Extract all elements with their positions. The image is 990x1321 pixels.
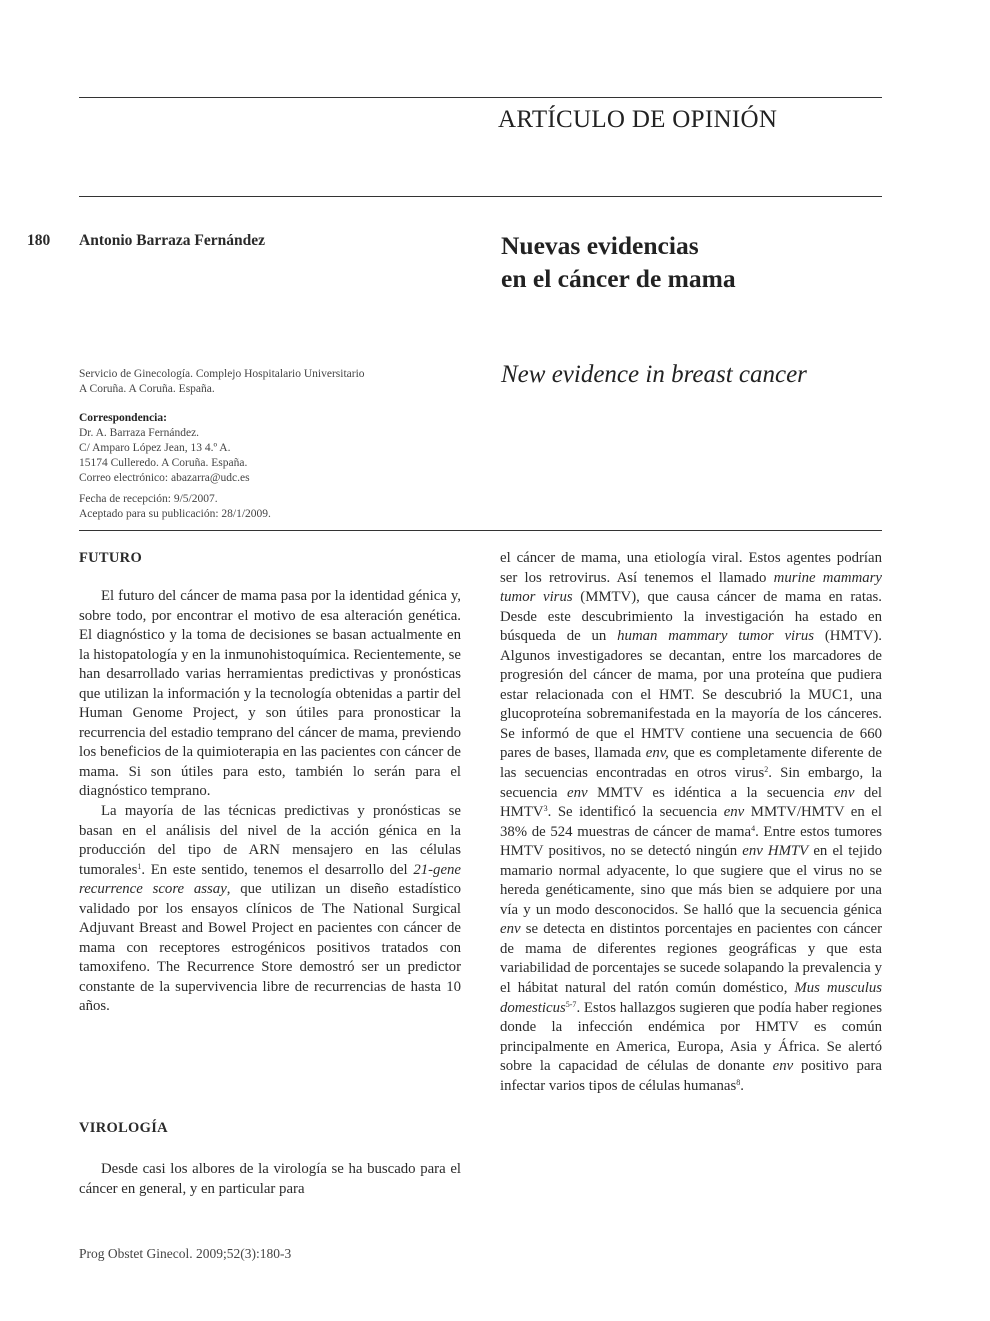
journal-citation: Prog Obstet Ginecol. 2009;52(3):180-3 bbox=[79, 1246, 292, 1261]
paragraph-virology-continued: el cáncer de mama, una etiología viral. Estos agentes podrían ser los retrovirus. Así tenemos el llamado murine mammary tumor virus (MMTV), que causa cáncer de mama en ratas. Desde este descubrimiento la investigación ha estado en búsqueda de un human mammary tumor virus (HMTV). Algunos investigadores se decantan, entre los marcadores de progresión del cáncer de mama, por una proteína que pudiera estar relacionada con el HMT. Se descubrió la MUC1, una glucoproteína sobremanifestada en la mayoría de los cánceres. Se informó de que el HMTV contiene una secuencia de 660 pares de bases, llamada env, que es completamente diferente de las secuencias encontradas en otros virus$^2$. Sin embargo, la secuencia env MMTV es idéntica a la secuencia env del HMTV$^3$. Se identificó la secuencia env MMTV/HMTV en el 38% de 524 muestras de cáncer de mama$^4$. Entre estos tumores HMTV positivos, no se detectó ningún env HMTV en el tejido mamario normal adyacente, lo que sugiere que el virus no se hereda genéticamente, sino que más bien se adquiere por una vía y un modo desconocidos. Se halló que la secuencia génica env se detecta en distintos porcentajes en pacientes con cáncer de mama de diferentes regiones geográficas y que esta variabilidad de porcentajes se sucede solapando la prevalencia y el hábitat natural del ratón común doméstico, Mus musculus domesticus$^{5-7}$. Estos hallazgos sugieren que podía haber regiones donde la infección endémica por HMTV es común principalmente en America, Europa, Asia y África. Se alertó sobre la capacidad de células de donante env positivo para infectar varios tipos de células humanas$^8$. bbox=[500, 550, 883, 1094]
correspondence-label: Correspondencia: bbox=[79, 412, 167, 424]
affiliation-line-1: Servicio de Ginecología. Complejo Hospitalario Universitario bbox=[79, 368, 365, 380]
reference-8[interactable]: 8 bbox=[736, 1077, 741, 1087]
paragraph-1: El futuro del cáncer de mama pasa por la identidad génica y, sobre todo, por encontrar el motivo de esa alteración genética. El diagnóstico y la toma de decisiones se basan actualmente en la histopatología y en la inmunohistoquímica. Recientemente, se han desarrollado varias herramientas predictivas y pronósticas que utilizan la información y la tecnología obtenidas a partir del Human Genome Project, y son útiles para pronosticar la recurrencia del estadio temprano del cáncer de mama, previendo los beneficios de la quimioterapia en las pacientes con cáncer de mama. Si son útiles para esto, también lo serán para el diagnóstico temprano. bbox=[79, 588, 461, 800]
article-title-english: New evidence in breast cancer bbox=[501, 361, 807, 388]
header-rule bbox=[79, 196, 882, 197]
paragraph-2: La mayoría de las técnicas predictivas y pronósticas se basan en el análisis del nivel de la acción génica en la producción del tipo de ARN mensajero en las células tumorales$^1$. En este sentido, tenemos el desarrollo del 21-gene recurrence score assay, que utilizan un diseño estadístico validado por los ensayos clínicos de The National Surgical Adjuvant Breast and Bowel Project en pacientes con cáncer de mama con receptores estrogénicos positivos tratados con tamoxifeno. The Recurrence Store demostró ser un predictor constante de la supervivencia libre de recurrencias de hasta 10 años. bbox=[79, 803, 462, 1015]
article-dates bbox=[79, 492, 271, 522]
body-rule bbox=[79, 530, 882, 531]
page-number: 180 bbox=[27, 232, 51, 249]
heading-virologia: VIROLOGÍA bbox=[79, 1120, 168, 1136]
reference-4[interactable]: 4 bbox=[751, 823, 756, 833]
accepted-date: Aceptado para su publicación: 28/1/2009. bbox=[79, 508, 271, 520]
correspondence-street: C/ Amparo López Jean, 13 4.º A. bbox=[79, 442, 231, 454]
affiliation-line-2: A Coruña. A Coruña. España. bbox=[79, 383, 215, 395]
reference-1[interactable]: 1 bbox=[137, 861, 142, 871]
article-title bbox=[501, 229, 736, 295]
left-column-virologia bbox=[79, 1160, 461, 1199]
title-line-1: Nuevas evidencias bbox=[501, 231, 699, 260]
reference-5-7[interactable]: 5-7 bbox=[565, 999, 577, 1009]
top-rule bbox=[79, 97, 882, 98]
reference-2[interactable]: 2 bbox=[764, 765, 769, 775]
author-name: Antonio Barraza Fernández bbox=[79, 232, 265, 249]
received-date: Fecha de recepción: 9/5/2007. bbox=[79, 493, 218, 505]
left-column-futuro bbox=[79, 587, 461, 1017]
section-label: ARTÍCULO DE OPINIÓN bbox=[498, 106, 778, 133]
title-line-2: en el cáncer de mama bbox=[501, 264, 736, 293]
correspondence bbox=[79, 411, 250, 486]
heading-futuro: FUTURO bbox=[79, 550, 143, 566]
reference-3[interactable]: 3 bbox=[543, 804, 548, 814]
correspondence-name: Dr. A. Barraza Fernández. bbox=[79, 427, 200, 439]
right-column bbox=[500, 549, 882, 1096]
paragraph-3: Desde casi los albores de la virología se ha buscado para el cáncer en general, y en particular para bbox=[79, 1161, 461, 1197]
correspondence-email[interactable]: Correo electrónico: abazarra@udc.es bbox=[79, 472, 250, 484]
affiliation bbox=[79, 367, 365, 397]
correspondence-city: 15174 Culleredo. A Coruña. España. bbox=[79, 457, 248, 469]
